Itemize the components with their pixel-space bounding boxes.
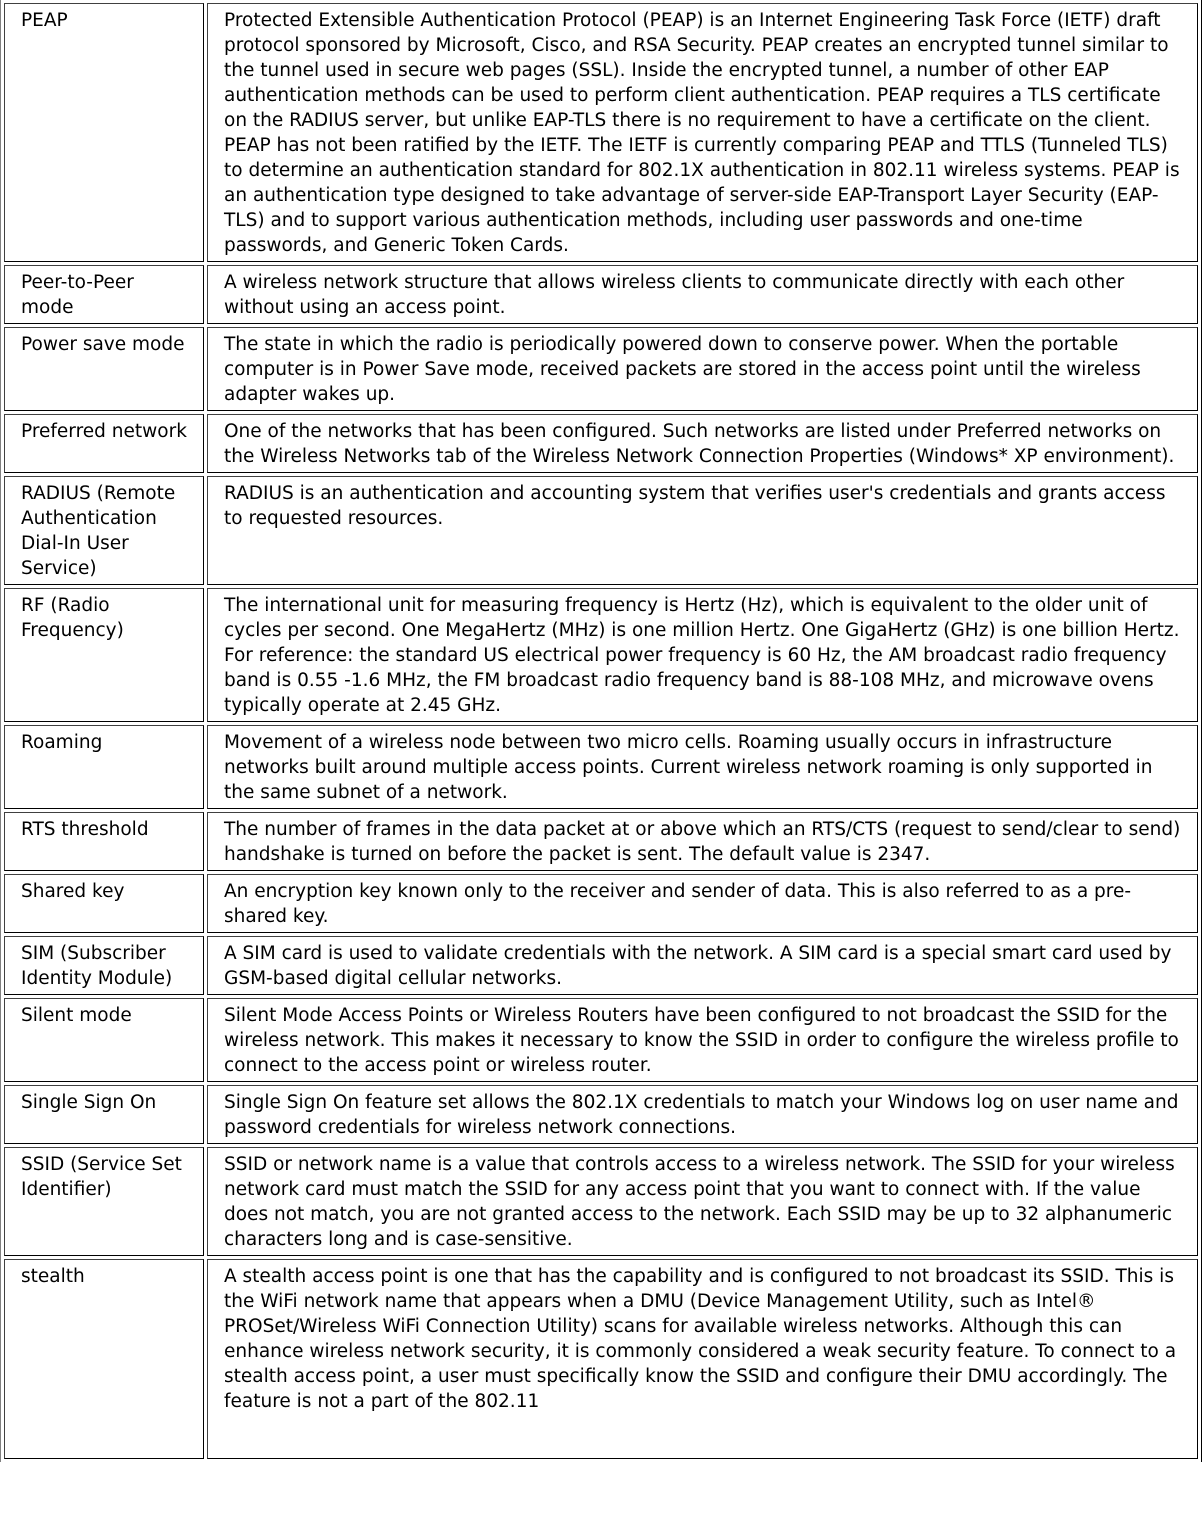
definition-cell: SSID or network name is a value that controls access to a wireless network. The SSID for your wireless network card must match the SSID for any access point that you want to connect with. If the value does not match, you are not granted access to the network. Each SSID may be up to 32 alphanumeric characters long and is case-sensitive.	[207, 1147, 1198, 1256]
glossary-row-peer-to-peer-mode	[4, 265, 1198, 324]
term-cell: PEAP	[4, 3, 204, 262]
definition-cell: One of the networks that has been configured. Such networks are listed under Preferred networks on the Wireless Networks tab of the Wireless Network Connection Properties (Windows* XP environment).	[207, 414, 1198, 473]
term-cell: RF (Radio Frequency)	[4, 588, 204, 722]
glossary-row-shared-key	[4, 874, 1198, 933]
term-cell: SIM (Subscriber Identity Module)	[4, 936, 204, 995]
glossary-row-rts-threshold	[4, 812, 1198, 871]
definition-cell: An encryption key known only to the receiver and sender of data. This is also referred to as a pre-shared key.	[207, 874, 1198, 933]
term-cell: RADIUS (Remote Authentication Dial-In User Service)	[4, 476, 204, 585]
glossary-row-preferred-network	[4, 414, 1198, 473]
term-cell: stealth	[4, 1259, 204, 1459]
glossary-row-peap	[4, 3, 1198, 262]
definition-cell: RADIUS is an authentication and accounting system that verifies user's credentials and grants access to requested resources.	[207, 476, 1198, 585]
glossary-row-roaming	[4, 725, 1198, 809]
glossary-row-radius	[4, 476, 1198, 585]
definition-cell: Single Sign On feature set allows the 802.1X credentials to match your Windows log on user name and password credentials for wireless network connections.	[207, 1085, 1198, 1144]
term-cell: Single Sign On	[4, 1085, 204, 1144]
definition-cell: A stealth access point is one that has the capability and is configured to not broadcast its SSID. This is the WiFi network name that appears when a DMU (Device Management Utility, such as Intel® PROSet/Wireless WiFi Connection Utility) scans for available wireless networks. Although this can enhance wireless network security, it is commonly considered a weak security feature. To connect to a stealth access point, a user must specifically know the SSID and configure their DMU accordingly. The feature is not a part of the 802.11	[207, 1259, 1198, 1459]
definition-cell: The state in which the radio is periodically powered down to conserve power. When the portable computer is in Power Save mode, received packets are stored in the access point until the wireless adapter wakes up.	[207, 327, 1198, 411]
term-cell: SSID (Service Set Identifier)	[4, 1147, 204, 1256]
glossary-row-rf	[4, 588, 1198, 722]
definition-cell: The international unit for measuring frequency is Hertz (Hz), which is equivalent to the older unit of cycles per second. One MegaHertz (MHz) is one million Hertz. One GigaHertz (GHz) is one billion Hertz. For reference: the standard US electrical power frequency is 60 Hz, the AM broadcast radio frequency band is 0.55 -1.6 MHz, the FM broadcast radio frequency band is 88-108 MHz, and microwave ovens typically operate at 2.45 GHz.	[207, 588, 1198, 722]
definition-cell: A wireless network structure that allows wireless clients to communicate directly with each other without using an access point.	[207, 265, 1198, 324]
glossary-row-single-sign-on	[4, 1085, 1198, 1144]
term-cell: RTS threshold	[4, 812, 204, 871]
term-cell: Roaming	[4, 725, 204, 809]
definition-cell: A SIM card is used to validate credentials with the network. A SIM card is a special smart card used by GSM-based digital cellular networks.	[207, 936, 1198, 995]
definition-cell: Movement of a wireless node between two micro cells. Roaming usually occurs in infrastructure networks built around multiple access points. Current wireless network roaming is only supported in the same subnet of a network.	[207, 725, 1198, 809]
glossary-row-power-save-mode	[4, 327, 1198, 411]
glossary-row-silent-mode	[4, 998, 1198, 1082]
term-cell: Silent mode	[4, 998, 204, 1082]
definition-cell: Silent Mode Access Points or Wireless Routers have been configured to not broadcast the SSID for the wireless network. This makes it necessary to know the SSID in order to configure the wireless profile to connect to the access point or wireless router.	[207, 998, 1198, 1082]
glossary-row-sim	[4, 936, 1198, 995]
glossary-row-ssid	[4, 1147, 1198, 1256]
definition-cell: The number of frames in the data packet at or above which an RTS/CTS (request to send/clear to send) handshake is turned on before the packet is sent. The default value is 2347.	[207, 812, 1198, 871]
definition-cell: Protected Extensible Authentication Protocol (PEAP) is an Internet Engineering Task Force (IETF) draft protocol sponsored by Microsoft, Cisco, and RSA Security. PEAP creates an encrypted tunnel similar to the tunnel used in secure web pages (SSL). Inside the encrypted tunnel, a number of other EAP authentication methods can be used to perform client authentication. PEAP requires a TLS certificate on the RADIUS server, but unlike EAP-TLS there is no requirement to have a certificate on the client. PEAP has not been ratified by the IETF. The IETF is currently comparing PEAP and TTLS (Tunneled TLS) to determine an authentication standard for 802.1X authentication in 802.11 wireless systems. PEAP is an authentication type designed to take advantage of server-side EAP-Transport Layer Security (EAP-TLS) and to support various authentication methods, including user passwords and one-time passwords, and Generic Token Cards.	[207, 3, 1198, 262]
term-cell: Peer-to-Peer mode	[4, 265, 204, 324]
term-cell: Shared key	[4, 874, 204, 933]
term-cell: Power save mode	[4, 327, 204, 411]
term-cell: Preferred network	[4, 414, 204, 473]
glossary-row-stealth	[4, 1259, 1198, 1459]
